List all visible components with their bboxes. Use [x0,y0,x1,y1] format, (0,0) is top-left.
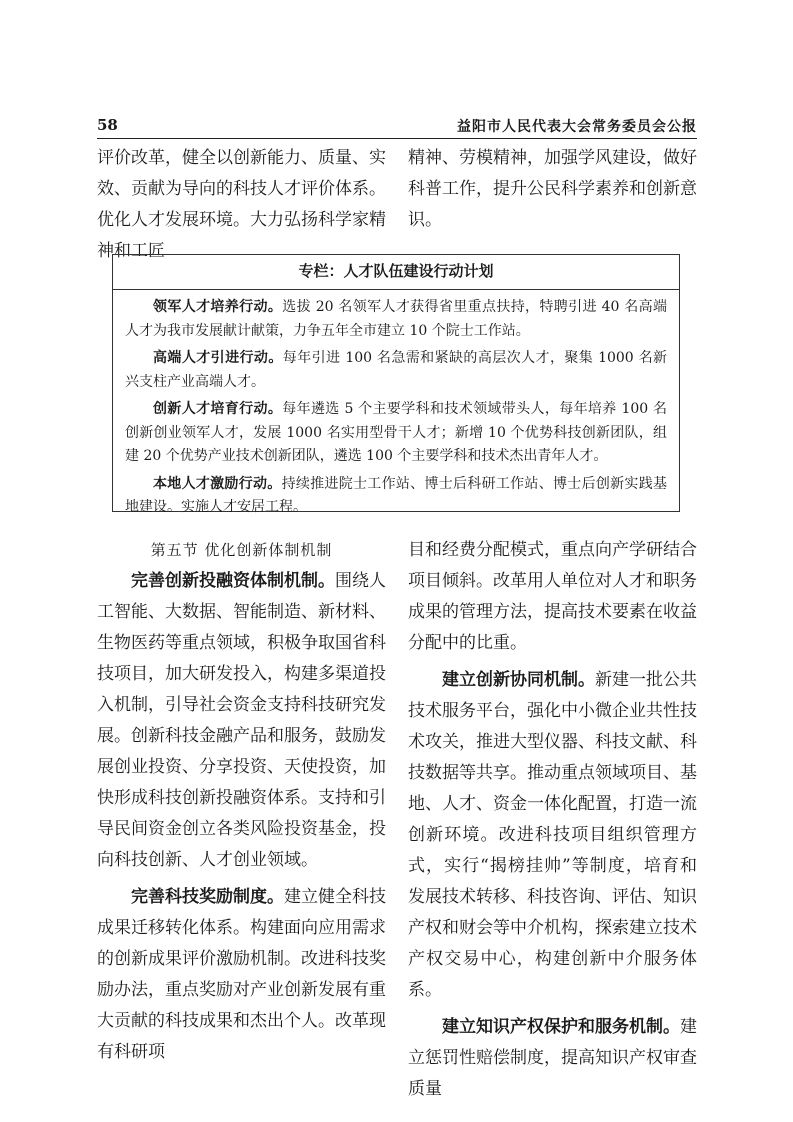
paragraph-lead: 建立知识产权保护和服务机制。 [442,1017,680,1037]
talent-plan-box [112,254,680,515]
box-item-text: 每年遴选 5 个主要学科和技术领域带头人，每年培养 100 名创新创业领军人才，发展 1000 名实用型骨干人才；新增 10 个优势科技创新团队，组建 20 个优势产业技术创新团队，遴选 100 个主要学科和技术杰出青年人才。 [125,401,667,464]
box-item [125,473,667,520]
paragraph-text: 建立健全科技成果迁移转化体系。构建面向应用需求的创新成果评价激励机制。改进科技奖励办法，重点奖励对产业创新发展有重大贡献的科技成果和杰出个人。改革现有科研项 [97,887,386,1062]
box-title: 专栏：人才队伍建设行动计划 [113,255,679,290]
paragraph-lead: 完善科技奖励制度。 [131,887,284,907]
paragraph [97,566,386,876]
box-item-text: 持续推进院士工作站、博士后科研工作站、博士后创新实践基地建设。实施人才安居工程。 [125,475,668,515]
page-header [97,116,697,136]
box-item [125,296,667,343]
paragraph-continuation: 目和经费分配模式，重点向产学研结合项目倾斜。改革用人单位对人才和职务成果的管理方法，提高技术要素在收益分配中的比重。 [408,540,697,653]
bottom-right-column [408,535,697,1105]
section-heading: 第五节 优化创新体制机制 [150,541,333,559]
paragraph [408,1012,697,1105]
box-item-lead: 高端人才引进行动。 [153,350,283,366]
box-item [125,347,667,394]
publication-title: 益阳市人民代表大会常务委员会公报 [457,119,697,135]
box-item [125,398,667,469]
box-item-text: 每年引进 100 名急需和紧缺的高层次人才，聚集 1000 名新兴支柱产业高端人才。 [125,350,667,390]
paragraph-text: 新建一批公共技术服务平台，强化中小微企业共性技术攻关，推进大型仪器、科技文献、科技数据等共享。推动重点领域项目、基地、人才、资金一体化配置，打造一流创新环境。改进科技项目组织管理方式，实行“揭榜挂帅”等制度，培育和发展技术转移、科技咨询、评估、知识产权和财会等中介机构，探索建立技术产权交易中心，构建创新中介服务体系。 [408,670,697,1000]
paragraph-text: 围绕人工智能、大数据、智能制造、新材料、生物医药等重点领域，积极争取国省科技项目，加大研发投入，构建多渠道投入机制，引导社会资金支持科技研究发展。创新科技金融产品和服务，鼓励发展创业投资、分享投资、天使投资，加快形成科技创新投融资体系。支持和引导民间资金创立各类风险投资基金，投向科技创新、人才创业领域。 [97,571,386,870]
paragraph [97,882,386,1068]
top-left-text: 评价改革，健全以创新能力、质量、实效、贡献为导向的科技人才评价体系。优化人才发展环境。大力弘扬科学家精神和工匠 [97,148,386,261]
header-rule [97,138,697,139]
top-right-column [408,143,697,236]
top-right-text: 精神、劳模精神，加强学风建设，做好科普工作，提升公民科学素养和创新意识。 [408,148,697,230]
box-item-lead: 领军人才培养行动。 [153,299,283,315]
page-number: 58 [97,116,118,134]
paragraph-text: 建立惩罚性赔偿制度，提高知识产权审查质量 [408,1017,697,1099]
paragraph [408,665,697,1006]
box-body [113,290,679,520]
box-item-text: 选拔 20 名领军人才获得省里重点扶持，特聘引进 40 名高端人才为我市发展献计献策，力争五年全市建立 10 个院士工作站。 [125,299,667,339]
paragraph-lead: 建立创新协同机制。 [442,670,595,690]
bottom-left-column [97,535,386,1068]
box-item-lead: 本地人才激励行动。 [153,475,282,492]
box-item-lead: 创新人才培育行动。 [153,401,283,417]
paragraph-lead: 完善创新投融资体制机制。 [131,571,335,591]
top-left-column [97,143,386,267]
